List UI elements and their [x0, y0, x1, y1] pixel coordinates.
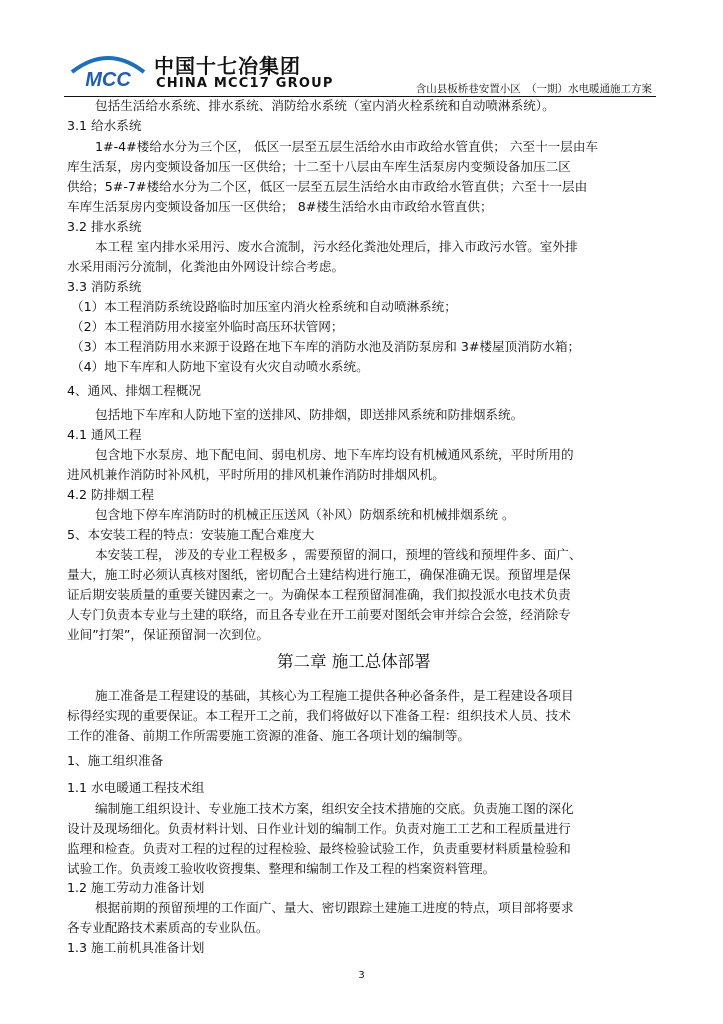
- section-heading: 3.2 排水系统: [67, 219, 142, 234]
- section-heading: 1、施工组织准备: [67, 753, 164, 768]
- section-heading: 4.2 防排烟工程: [67, 487, 155, 502]
- section-heading: 4.1 通风工程: [67, 427, 142, 442]
- page-header: [64, 44, 656, 96]
- paragraph-line: 施工准备是工程建设的基础，其核心为工程施工提供各种必备条件，是工程建设各项目: [95, 688, 574, 703]
- paragraph-line: 本工程 室内排水采用污、废水合流制，污水经化粪池处理后，排入市政污水管。室外排: [95, 239, 578, 254]
- list-item: （1）本工程消防系统设路临时加压室内消火栓系统和自动喷淋系统；: [71, 299, 457, 314]
- mcc-logo: [68, 50, 148, 90]
- paragraph-line: 车库生活泵房内变频设备加压一区供给； 8#楼生活给水由市政给水管直供；: [67, 199, 493, 214]
- list-item: （2）本工程消防用水接室外临时高压环状管网；: [71, 319, 344, 334]
- section-heading: 3.1 给水系统: [67, 118, 142, 133]
- section-heading: 1.2 施工劳动力准备计划: [67, 880, 205, 895]
- paragraph-line: 包括生活给水系统、排水系统、消防给水系统（室内消火栓系统和自动喷淋系统）。: [95, 98, 555, 113]
- company-name-cn: 中国十七冶集团: [154, 54, 301, 78]
- paragraph-line: 根据前期的预留预埋的工作面广、量大、密切跟踪土建施工进度的特点，项目部将要求: [95, 900, 574, 915]
- paragraph-line: 业间”打架”，保证预留洞一次到位。: [67, 627, 269, 642]
- list-item: （4）地下车库和人防地下室设有火灾自动喷水系统。: [71, 359, 369, 374]
- paragraph-line: 人专门负责本专业与土建的联络，而且各专业在开工前要对图纸会审并综合会签，经消除专: [67, 607, 571, 622]
- paragraph-line: 标得经实现的重要保证。本工程开工之前，我们将做好以下准备工程：组织技术人员、技术: [67, 708, 571, 723]
- page-number: 3: [358, 970, 365, 981]
- paragraph-line: 量大，施工时必须认真核对图纸，密切配合土建结构进行施工，确保准确无误。预留埋是保: [67, 567, 571, 582]
- paragraph-line: 证后期安装质量的重要关键因素之一。为确保本工程预留洞准确，我们拟投派水电技术负责: [67, 587, 571, 602]
- paragraph-line: 水采用雨污分流制，化粪池由外网设计综合考虑。: [67, 259, 345, 274]
- section-heading: 5、本安装工程的特点：安装施工配合难度大: [67, 527, 315, 542]
- paragraph-line: 各专业配路技术素质高的专业队伍。: [67, 920, 269, 935]
- section-heading: 1.3 施工前机具准备计划: [67, 940, 205, 955]
- section-heading: 4、通风、排烟工程概况: [67, 383, 201, 398]
- company-name-en: CHINA MCC17 GROUP: [156, 76, 334, 91]
- section-heading: 3.3 消防系统: [67, 279, 142, 294]
- paragraph-line: 包括地下车库和人防地下室的送排风、防排烟，即送排风系统和防排烟系统。: [95, 407, 524, 422]
- paragraph-line: 库生活泵，房内变频设备加压一区供给；十二至十八层由车库生活泵房内变频设备加压二区: [67, 159, 571, 174]
- paragraph-line: 编制施工组织设计、专业施工技术方案，组织安全技术措施的交底。负责施工图的深化: [95, 801, 574, 816]
- paragraph-line: 供给；5#-7#楼给水分为二个区，低区一层至五层生活给水由市政给水管直供；六至十一层由: [67, 179, 588, 194]
- paragraph-line: 设计及现场细化。负责材料计划、日作业计划的编制工作。负责对施工工艺和工程质量进行: [67, 821, 571, 836]
- svg-text:MCC: MCC: [85, 69, 131, 90]
- paragraph-line: 1#-4#楼给水分为三个区， 低区一层至五层生活给水由市政给水管直供； 六至十一层由车: [95, 139, 599, 154]
- paragraph-line: 本安装工程， 涉及的专业工程极多 ，需要预留的洞口，预埋的管线和预埋件多、面广、: [95, 547, 582, 562]
- chapter-title: 第二章 施工总体部署: [277, 652, 431, 671]
- document-title: 含山县板桥巷安置小区 （一期）水电暖通施工方案: [415, 83, 652, 95]
- paragraph-line: 监理和检查。负责对工程的过程的过程检验、最终检验试验工作，负责重要材料质量检验和: [67, 841, 571, 856]
- list-item: （3）本工程消防用水来源于设路在地下车库的消防水池及消防泵房和 3#楼屋顶消防水箱；: [71, 339, 581, 354]
- paragraph-line: 包含地下水泵房、地下配电间、弱电机房、地下车库均设有机械通风系统，平时所用的: [95, 447, 574, 462]
- paragraph-line: 工作的准备、前期工作所需要施工资源的准备、施工各项计划的编制等。: [67, 728, 470, 743]
- paragraph-line: 试验工作。负责竣工验收收资搜集、整理和编制工作及工程的档案资料管理。: [67, 861, 496, 876]
- section-heading: 1.1 水电暖通工程技术组: [67, 780, 205, 795]
- paragraph-line: 包含地下停车库消防时的机械正压送风（补风）防烟系统和机械排烟系统 。: [95, 507, 515, 522]
- paragraph-line: 进风机兼作消防时补风机，平时所用的排风机兼作消防时排烟风机。: [67, 467, 445, 482]
